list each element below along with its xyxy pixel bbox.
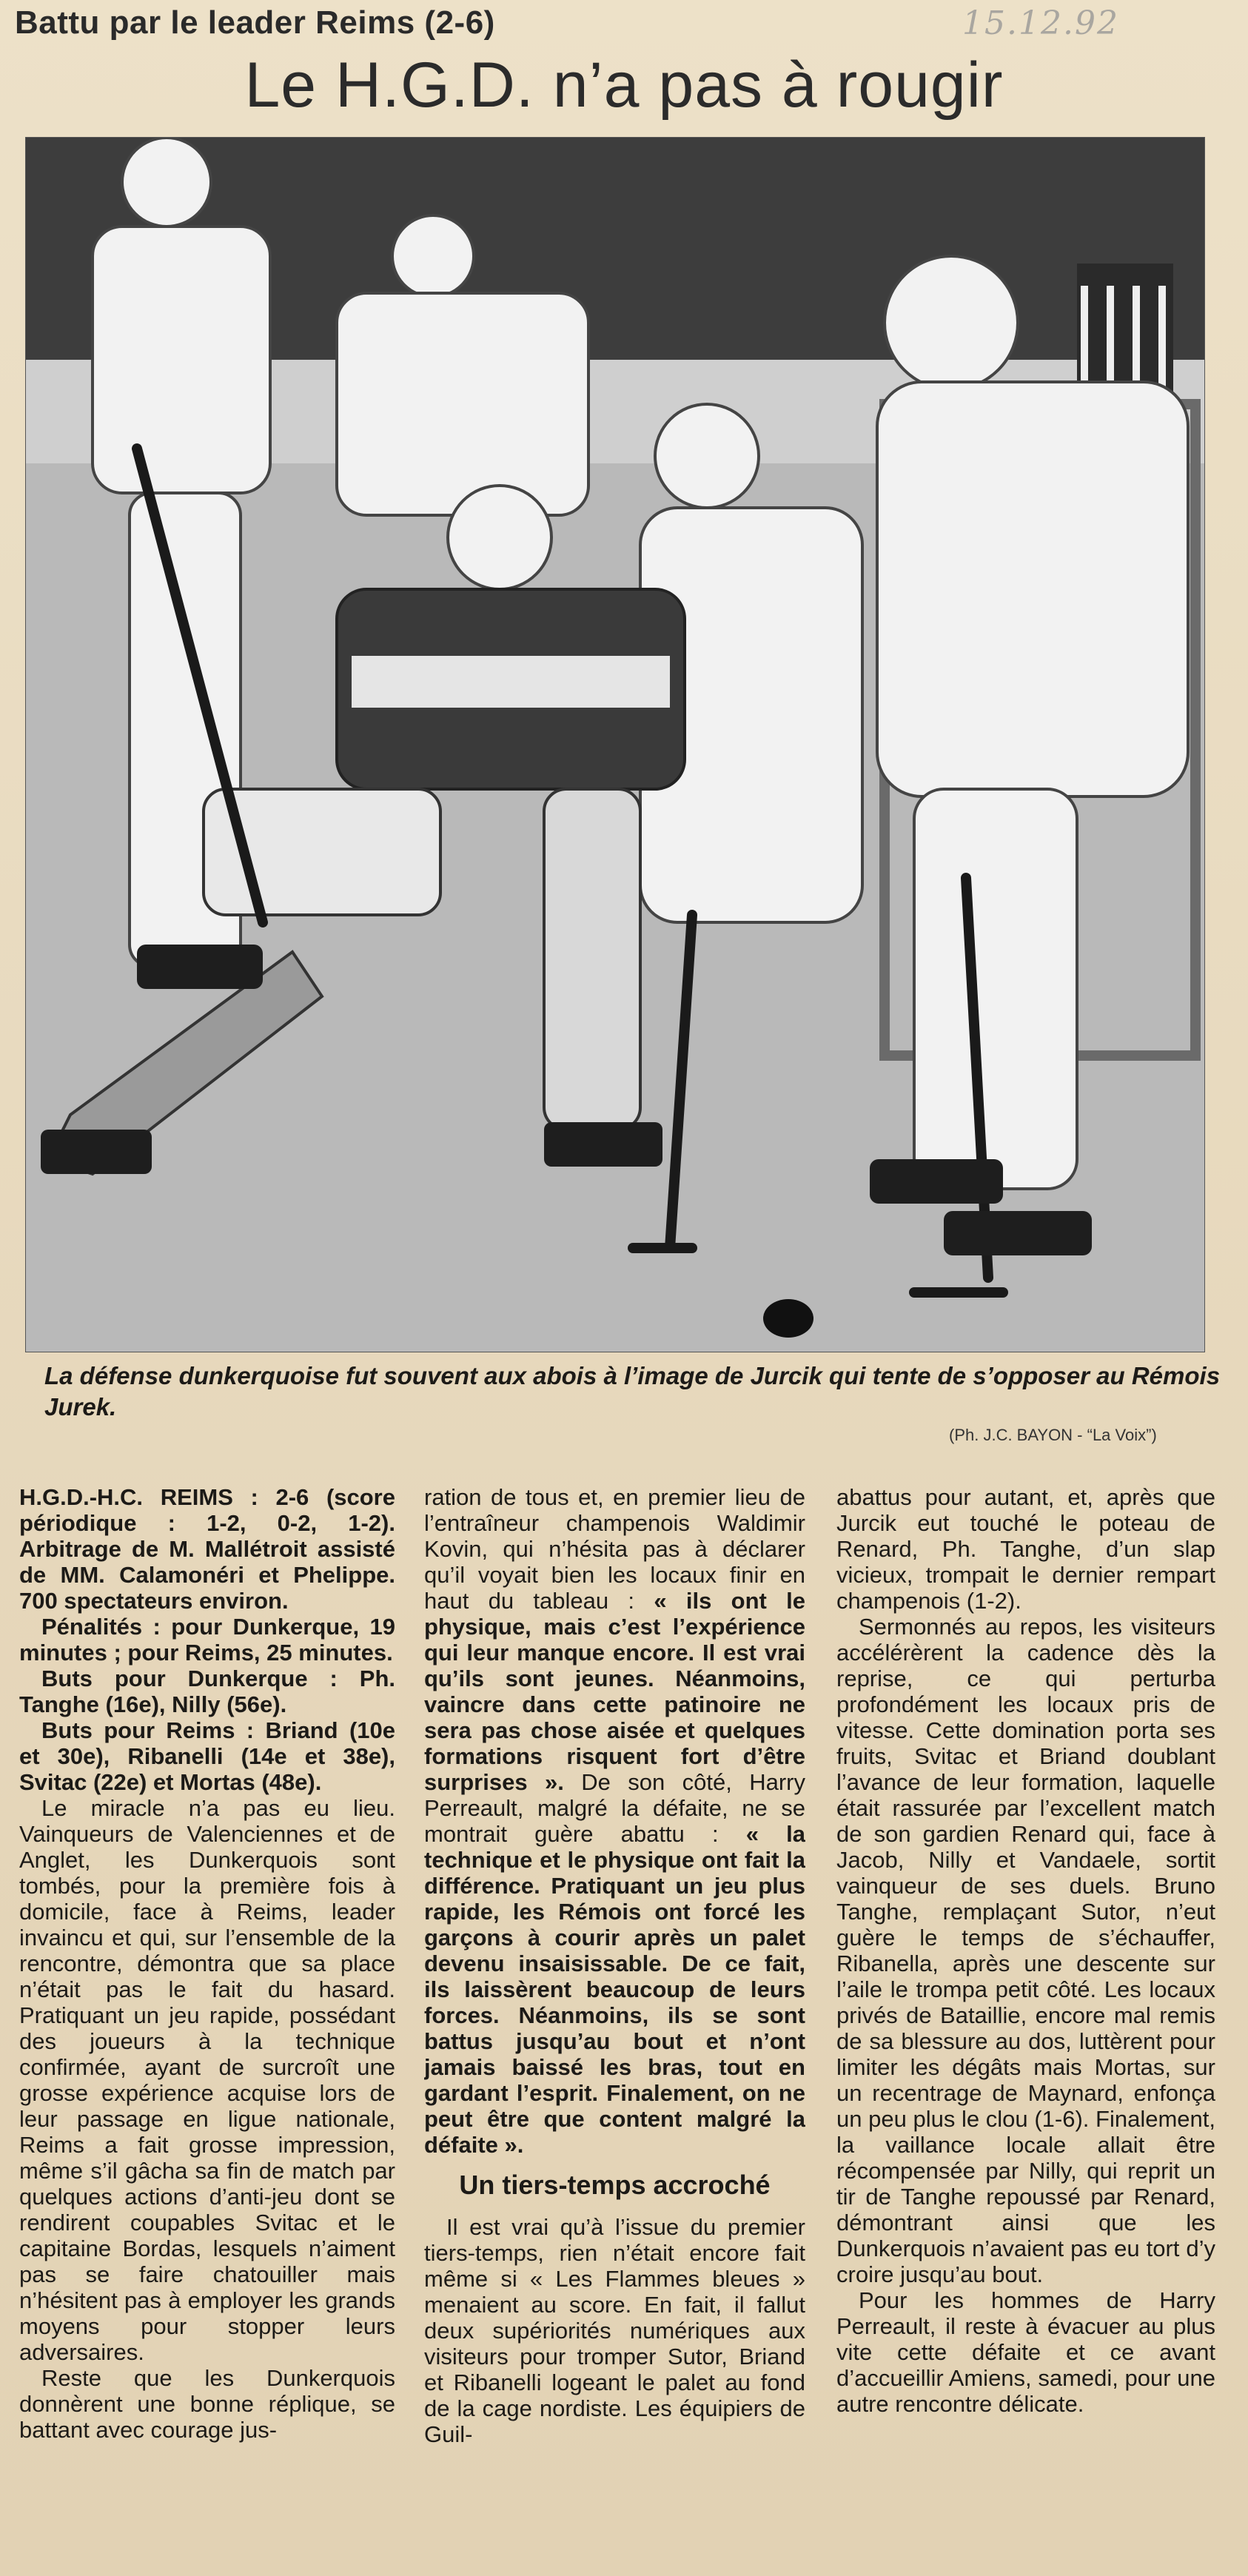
- handwritten-date: 15.12.92: [962, 4, 1119, 42]
- goalie-mask: [655, 404, 759, 508]
- quote-perreault: « la technique et le physique ont fait la différence. Pratiquant un jeu plus rapide, les Rémois ont forcé les garçons à courir après un palet devenu insaisissable. De ce fait, ils laissèrent beaucoup de leurs forces. Néanmoins, ils se sont battus jusqu’au bout et n’ont jamais baissé les bras, tout en gardant l’esprit. Finalement, on ne peut être que content malgré la défaite ».: [424, 1821, 805, 2158]
- match-summary: H.G.D.-H.C. REIMS : 2-6 (score périodique : 1-2, 0-2, 1-2). Arbitrage de M. Mallétroit assisté de MM. Calamonéri et Phelippe. 700 spectateurs environ.: [19, 1484, 395, 1614]
- goals-reims-paragraph: Buts pour Reims : Briand (10e et 30e), Ribanelli (14e et 38e), Svitac (22e) et Mortas (48e).: [19, 1717, 395, 1795]
- player-right: [877, 382, 1188, 796]
- article-column-3: [836, 1484, 1215, 2576]
- body-paragraph: abattus pour autant, et, après que Jurcik eut touché le poteau de Renard, Ph. Tanghe, d’un slap vicieux, trompait le dernier rempart champenois (1-2).: [836, 1484, 1215, 1614]
- goals-dunkerque-paragraph: Buts pour Dunkerque : Ph. Tanghe (16e), Nilly (56e).: [19, 1666, 395, 1717]
- player-back: [337, 293, 588, 515]
- text-run: ration de tous et, en premier lieu de l’entraîneur champenois Waldimir Kovin, qui n’hésita pas à déclarer qu’il voyait bien les locaux finir en haut du tableau :: [424, 1484, 805, 1614]
- quote-kovin: « ils ont le physique, mais c’est l’expérience qui leur manque encore. Il est vrai qu’ils sont jeunes. Néanmoins, vaincre dans cette patinoire ne sera pas chose aisée et quelques formations risquent fort d’être surprises ».: [424, 1588, 805, 1795]
- player-helmet: [122, 138, 211, 227]
- puck: [763, 1299, 813, 1338]
- player-left: [93, 227, 270, 493]
- text-run: De son côté, Harry Perreault, malgré la défaite, ne se montrait guère abattu :: [424, 1769, 805, 1847]
- article-headline: Le H.G.D. n’a pas à rougir: [244, 50, 1004, 121]
- article-column-2: [424, 1484, 805, 2576]
- body-paragraph: [424, 1484, 805, 2158]
- body-paragraph: Pour les hommes de Harry Perreault, il reste à évacuer au plus vite cette défaite et ce avant d’accueillir Amiens, samedi, pour une autre rencontre délicate.: [836, 2287, 1215, 2417]
- article-subheading: Un tiers-temps accroché: [459, 2170, 771, 2200]
- photo-caption: La défense dunkerquoise fut souvent aux abois à l’image de Jurcik qui tente de s’opposer au Rémois Jurek.: [44, 1362, 1221, 1421]
- hockey-photo: [25, 137, 1205, 1352]
- photo-illustration: [26, 138, 1204, 1352]
- photo-credit: (Ph. J.C. BAYON - “La Voix”): [949, 1426, 1157, 1444]
- article-column-1: [19, 1484, 395, 2576]
- body-paragraph: Il est vrai qu’à l’issue du premier tiers-temps, rien n’était encore fait même si « Les Flammes bleues » menaient au score. En fait, il fallut deux supériorités numériques aux visiteurs pour tromper Sutor, Briand et Ribanelli logeant le palet au fond de la cage nordiste. Les équipiers de Guil-: [424, 2214, 805, 2447]
- body-paragraph: Reste que les Dunkerquois donnèrent une bonne réplique, se battant avec courage jus-: [19, 2365, 395, 2443]
- body-paragraph: Le miracle n’a pas eu lieu. Vainqueurs de Valenciennes et de Anglet, les Dunkerquois sont tombés, pour la première fois à domicile, face à Reims, leader invaincu et qui, sur l’ensemble de la rencontre, démontra que sa place n’était pas le fait du hasard. Pratiquant un jeu rapide, possédant des joueurs à la technique confirmée, ayant de surcroît une grosse expérience acquise lors de leur passage en ligue nationale, Reims a fait grosse impression, même s’il gâcha sa fin de match par quelques actions d’anti-jeu dont se rendirent coupables Svitac et le capitaine Bordas, lesquels n’aiment pas se faire chatouiller mais n’hésitent pas à employer les grands moyens pour stopper leurs adversaires.: [19, 1795, 395, 2365]
- article-kicker: Battu par le leader Reims (2-6): [15, 4, 495, 41]
- body-paragraph: Sermonnés au repos, les visiteurs accélérèrent la cadence dès la reprise, ce qui perturba profondément les locaux pris de vitesse. Cette domination porta ses fruits, Svitac et Briand doublant l’avance de leur formation, laquelle était rassurée par l’excellent match de son gardien Renard qui, face à Jacob, Nilly et Vandaele, sortit vainqueur de ses duels. Bruno Tanghe, remplaçant Sutor, n’eut guère le temps de s’échauffer, Ribanella, après une descente sur l’aile le trompa petit côté. Les locaux privés de Bataillie, encore mal remis de sa blessure au dos, luttèrent pour limiter les dégâts mais Mortas, sur un recentrage de Maynard, enfonça un peu plus le clou (1-6). Finalement, la vaillance locale allait être récompensée par Nilly, qui reprit un tir de Tanghe repoussé par Renard, démontrant ainsi que les Dunkerquois n’avaient pas eu tort d’y croire jusqu’au bout.: [836, 1614, 1215, 2287]
- penalties-paragraph: Pénalités : pour Dunkerque, 19 minutes ; pour Reims, 25 minutes.: [19, 1614, 395, 1666]
